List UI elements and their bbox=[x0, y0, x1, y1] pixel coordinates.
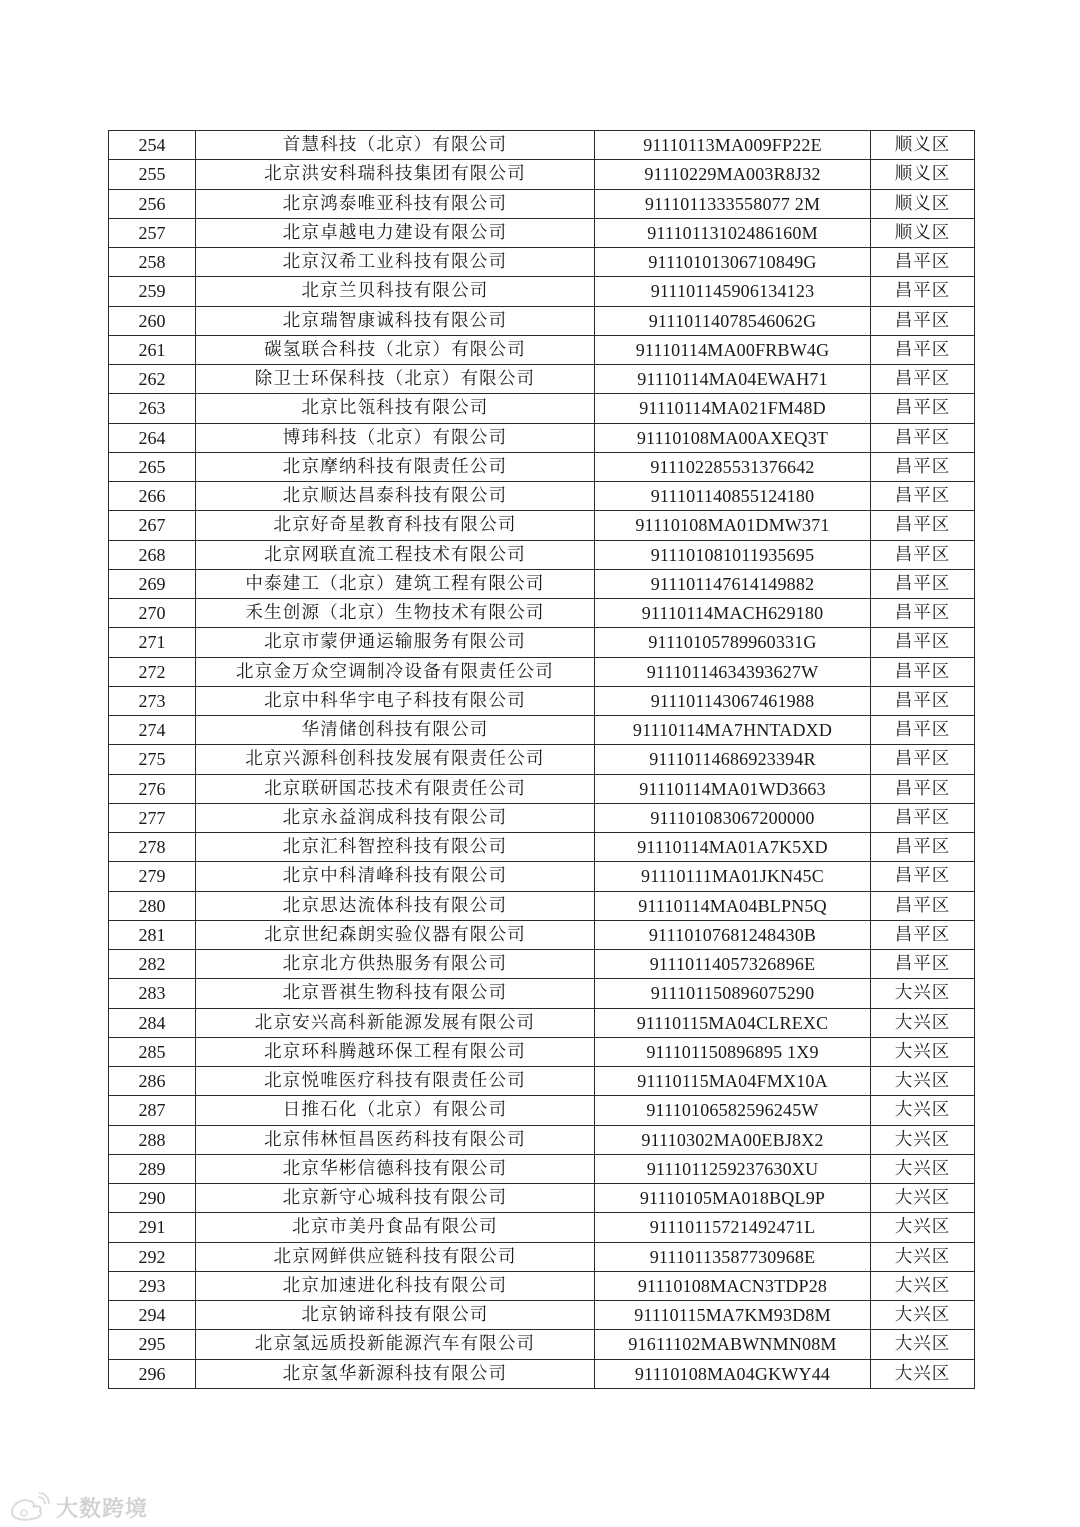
credit-code: 91110302MA00EBJ8X2 bbox=[595, 1125, 871, 1154]
district: 昌平区 bbox=[871, 452, 975, 481]
row-number: 271 bbox=[109, 628, 196, 657]
company-name: 除卫士环保科技（北京）有限公司 bbox=[196, 365, 595, 394]
credit-code: 91110115721492471L bbox=[595, 1213, 871, 1242]
row-number: 260 bbox=[109, 306, 196, 335]
district: 昌平区 bbox=[871, 920, 975, 949]
table-row bbox=[109, 1125, 975, 1154]
company-name: 北京顺达昌泰科技有限公司 bbox=[196, 482, 595, 511]
table-row bbox=[109, 1008, 975, 1037]
company-name: 北京中科清峰科技有限公司 bbox=[196, 862, 595, 891]
district: 昌平区 bbox=[871, 774, 975, 803]
district: 昌平区 bbox=[871, 335, 975, 364]
watermark bbox=[8, 1489, 148, 1525]
table-row bbox=[109, 599, 975, 628]
row-number: 280 bbox=[109, 891, 196, 920]
table-row bbox=[109, 1271, 975, 1300]
district: 大兴区 bbox=[871, 1125, 975, 1154]
district: 昌平区 bbox=[871, 628, 975, 657]
credit-code: 91611102MABWNMN08M bbox=[595, 1330, 871, 1359]
district: 昌平区 bbox=[871, 248, 975, 277]
district: 昌平区 bbox=[871, 686, 975, 715]
company-name: 中泰建工（北京）建筑工程有限公司 bbox=[196, 569, 595, 598]
credit-code: 91110114MA04BLPN5Q bbox=[595, 891, 871, 920]
company-name: 北京加速进化科技有限公司 bbox=[196, 1271, 595, 1300]
credit-code: 911101150896075290 bbox=[595, 979, 871, 1008]
table-row bbox=[109, 891, 975, 920]
district: 昌平区 bbox=[871, 394, 975, 423]
table-row bbox=[109, 1184, 975, 1213]
district: 大兴区 bbox=[871, 1037, 975, 1066]
row-number: 291 bbox=[109, 1213, 196, 1242]
row-number: 270 bbox=[109, 599, 196, 628]
district: 昌平区 bbox=[871, 569, 975, 598]
table-row bbox=[109, 1037, 975, 1066]
district: 顺义区 bbox=[871, 131, 975, 160]
row-number: 256 bbox=[109, 189, 196, 218]
credit-code: 911101143067461988 bbox=[595, 686, 871, 715]
row-number: 285 bbox=[109, 1037, 196, 1066]
district: 大兴区 bbox=[871, 1330, 975, 1359]
district: 昌平区 bbox=[871, 833, 975, 862]
company-name: 北京卓越电力建设有限公司 bbox=[196, 218, 595, 247]
company-name: 北京安兴高科新能源发展有限公司 bbox=[196, 1008, 595, 1037]
credit-code: 91110114686923394R bbox=[595, 745, 871, 774]
district: 大兴区 bbox=[871, 979, 975, 1008]
credit-code: 91110113MA009FP22E bbox=[595, 131, 871, 160]
row-number: 277 bbox=[109, 803, 196, 832]
company-name: 北京洪安科瑞科技集团有限公司 bbox=[196, 160, 595, 189]
table-row bbox=[109, 394, 975, 423]
row-number: 274 bbox=[109, 716, 196, 745]
credit-code: 91110108MA04GKWY44 bbox=[595, 1359, 871, 1388]
table-row bbox=[109, 657, 975, 686]
row-number: 293 bbox=[109, 1271, 196, 1300]
row-number: 286 bbox=[109, 1067, 196, 1096]
credit-code: 911101083067200000 bbox=[595, 803, 871, 832]
district: 昌平区 bbox=[871, 716, 975, 745]
table-row bbox=[109, 745, 975, 774]
credit-code: 911101147614149882 bbox=[595, 569, 871, 598]
row-number: 255 bbox=[109, 160, 196, 189]
company-name: 禾生创源（北京）生物技术有限公司 bbox=[196, 599, 595, 628]
company-name: 北京中科华宇电子科技有限公司 bbox=[196, 686, 595, 715]
company-name: 北京钠谛科技有限公司 bbox=[196, 1301, 595, 1330]
table-row bbox=[109, 1096, 975, 1125]
company-name: 北京金万众空调制冷设备有限责任公司 bbox=[196, 657, 595, 686]
row-number: 278 bbox=[109, 833, 196, 862]
credit-code: 911101145906134123 bbox=[595, 277, 871, 306]
credit-code: 91110111MA01JKN45C bbox=[595, 862, 871, 891]
credit-code: 9111011333558077 2M bbox=[595, 189, 871, 218]
table-row bbox=[109, 569, 975, 598]
watermark-text: 大数跨境 bbox=[56, 1496, 149, 1522]
table-row bbox=[109, 218, 975, 247]
table-row bbox=[109, 452, 975, 481]
credit-code: 91110113102486160M bbox=[595, 218, 871, 247]
credit-code: 91110105789960331G bbox=[595, 628, 871, 657]
row-number: 272 bbox=[109, 657, 196, 686]
company-name: 北京思达流体科技有限公司 bbox=[196, 891, 595, 920]
table-row bbox=[109, 833, 975, 862]
company-name: 北京比瓴科技有限公司 bbox=[196, 394, 595, 423]
district: 大兴区 bbox=[871, 1184, 975, 1213]
district: 昌平区 bbox=[871, 511, 975, 540]
row-number: 268 bbox=[109, 540, 196, 569]
company-name: 北京兴源科创科技发展有限责任公司 bbox=[196, 745, 595, 774]
district: 昌平区 bbox=[871, 950, 975, 979]
district: 昌平区 bbox=[871, 803, 975, 832]
credit-code: 91110115MA7KM93D8M bbox=[595, 1301, 871, 1330]
district: 大兴区 bbox=[871, 1213, 975, 1242]
row-number: 258 bbox=[109, 248, 196, 277]
credit-code: 91110114634393627W bbox=[595, 657, 871, 686]
row-number: 266 bbox=[109, 482, 196, 511]
row-number: 259 bbox=[109, 277, 196, 306]
row-number: 273 bbox=[109, 686, 196, 715]
company-name: 北京新守心城科技有限公司 bbox=[196, 1184, 595, 1213]
credit-code: 91110101306710849G bbox=[595, 248, 871, 277]
company-name: 北京市美丹食品有限公司 bbox=[196, 1213, 595, 1242]
table-row bbox=[109, 160, 975, 189]
district: 昌平区 bbox=[871, 862, 975, 891]
credit-code: 91110114078546062G bbox=[595, 306, 871, 335]
company-name: 北京氢华新源科技有限公司 bbox=[196, 1359, 595, 1388]
weibo-logo-icon bbox=[8, 1492, 52, 1522]
company-name: 北京华彬信德科技有限公司 bbox=[196, 1154, 595, 1183]
credit-code: 91110114MA00FRBW4G bbox=[595, 335, 871, 364]
row-number: 295 bbox=[109, 1330, 196, 1359]
company-name: 北京世纪森朗实验仪器有限公司 bbox=[196, 920, 595, 949]
company-name: 北京伟林恒昌医药科技有限公司 bbox=[196, 1125, 595, 1154]
district: 昌平区 bbox=[871, 891, 975, 920]
credit-code: 91110115MA04FMX10A bbox=[595, 1067, 871, 1096]
row-number: 294 bbox=[109, 1301, 196, 1330]
company-name: 北京网鲜供应链科技有限公司 bbox=[196, 1242, 595, 1271]
row-number: 264 bbox=[109, 423, 196, 452]
credit-code: 91110106582596245W bbox=[595, 1096, 871, 1125]
credit-code: 91110114MA021FM48D bbox=[595, 394, 871, 423]
credit-code: 91110105MA018BQL9P bbox=[595, 1184, 871, 1213]
company-name: 华清储创科技有限公司 bbox=[196, 716, 595, 745]
district: 大兴区 bbox=[871, 1242, 975, 1271]
company-name: 北京网联直流工程技术有限公司 bbox=[196, 540, 595, 569]
district: 大兴区 bbox=[871, 1096, 975, 1125]
row-number: 269 bbox=[109, 569, 196, 598]
company-list-table bbox=[108, 130, 975, 1389]
district: 昌平区 bbox=[871, 423, 975, 452]
row-number: 287 bbox=[109, 1096, 196, 1125]
company-name: 北京晋祺生物科技有限公司 bbox=[196, 979, 595, 1008]
row-number: 267 bbox=[109, 511, 196, 540]
credit-code: 911101150896895 1X9 bbox=[595, 1037, 871, 1066]
table-row bbox=[109, 686, 975, 715]
row-number: 296 bbox=[109, 1359, 196, 1388]
table-row bbox=[109, 1301, 975, 1330]
company-name: 北京联研国芯技术有限责任公司 bbox=[196, 774, 595, 803]
table-row bbox=[109, 482, 975, 511]
company-name: 北京环科腾越环保工程有限公司 bbox=[196, 1037, 595, 1066]
company-name: 北京悦唯医疗科技有限责任公司 bbox=[196, 1067, 595, 1096]
company-name: 北京瑞智康诚科技有限公司 bbox=[196, 306, 595, 335]
credit-code: 91110114MA7HNTADXD bbox=[595, 716, 871, 745]
table-row bbox=[109, 920, 975, 949]
row-number: 275 bbox=[109, 745, 196, 774]
table-row bbox=[109, 335, 975, 364]
company-name: 北京市蒙伊通运输服务有限公司 bbox=[196, 628, 595, 657]
row-number: 284 bbox=[109, 1008, 196, 1037]
table-row bbox=[109, 131, 975, 160]
company-name: 北京氢远质投新能源汽车有限公司 bbox=[196, 1330, 595, 1359]
company-name: 博玮科技（北京）有限公司 bbox=[196, 423, 595, 452]
company-name: 首慧科技（北京）有限公司 bbox=[196, 131, 595, 160]
credit-code: 91110114MA01WD3663 bbox=[595, 774, 871, 803]
table-row bbox=[109, 950, 975, 979]
row-number: 276 bbox=[109, 774, 196, 803]
table-row bbox=[109, 248, 975, 277]
district: 昌平区 bbox=[871, 482, 975, 511]
company-name: 北京汇科智控科技有限公司 bbox=[196, 833, 595, 862]
company-name: 北京汉希工业科技有限公司 bbox=[196, 248, 595, 277]
district: 大兴区 bbox=[871, 1154, 975, 1183]
row-number: 263 bbox=[109, 394, 196, 423]
credit-code: 91110114MA04EWAH71 bbox=[595, 365, 871, 394]
company-name: 北京鸿泰唯亚科技有限公司 bbox=[196, 189, 595, 218]
row-number: 283 bbox=[109, 979, 196, 1008]
row-number: 281 bbox=[109, 920, 196, 949]
credit-code: 91110108MA00AXEQ3T bbox=[595, 423, 871, 452]
credit-code: 9111011259237630XU bbox=[595, 1154, 871, 1183]
company-name: 北京兰贝科技有限公司 bbox=[196, 277, 595, 306]
company-name: 北京永益润成科技有限公司 bbox=[196, 803, 595, 832]
district: 顺义区 bbox=[871, 218, 975, 247]
credit-code: 91110114MACH629180 bbox=[595, 599, 871, 628]
table-row bbox=[109, 1359, 975, 1388]
credit-code: 911102285531376642 bbox=[595, 452, 871, 481]
district: 大兴区 bbox=[871, 1359, 975, 1388]
table-row bbox=[109, 189, 975, 218]
credit-code: 911101140855124180 bbox=[595, 482, 871, 511]
credit-code: 91110113587730968E bbox=[595, 1242, 871, 1271]
company-name: 北京北方供热服务有限公司 bbox=[196, 950, 595, 979]
table-row bbox=[109, 979, 975, 1008]
row-number: 262 bbox=[109, 365, 196, 394]
row-number: 290 bbox=[109, 1184, 196, 1213]
district: 昌平区 bbox=[871, 599, 975, 628]
row-number: 261 bbox=[109, 335, 196, 364]
table-row bbox=[109, 1213, 975, 1242]
credit-code: 911101081011935695 bbox=[595, 540, 871, 569]
table-row bbox=[109, 277, 975, 306]
company-name: 碳氢联合科技（北京）有限公司 bbox=[196, 335, 595, 364]
credit-code: 91110229MA003R8J32 bbox=[595, 160, 871, 189]
credit-code: 91110108MACN3TDP28 bbox=[595, 1271, 871, 1300]
table-row bbox=[109, 1154, 975, 1183]
company-name: 北京摩纳科技有限责任公司 bbox=[196, 452, 595, 481]
row-number: 254 bbox=[109, 131, 196, 160]
district: 昌平区 bbox=[871, 365, 975, 394]
district: 大兴区 bbox=[871, 1067, 975, 1096]
company-name: 北京好奇星教育科技有限公司 bbox=[196, 511, 595, 540]
credit-code: 91110107681248430B bbox=[595, 920, 871, 949]
table-row bbox=[109, 423, 975, 452]
district: 大兴区 bbox=[871, 1271, 975, 1300]
credit-code: 91110114MA01A7K5XD bbox=[595, 833, 871, 862]
table-row bbox=[109, 1242, 975, 1271]
row-number: 289 bbox=[109, 1154, 196, 1183]
table-row bbox=[109, 803, 975, 832]
row-number: 265 bbox=[109, 452, 196, 481]
company-name: 日推石化（北京）有限公司 bbox=[196, 1096, 595, 1125]
table-row bbox=[109, 1330, 975, 1359]
district: 昌平区 bbox=[871, 745, 975, 774]
table-row bbox=[109, 774, 975, 803]
row-number: 292 bbox=[109, 1242, 196, 1271]
row-number: 279 bbox=[109, 862, 196, 891]
district: 昌平区 bbox=[871, 540, 975, 569]
table-row bbox=[109, 1067, 975, 1096]
credit-code: 91110114057326896E bbox=[595, 950, 871, 979]
table-row bbox=[109, 716, 975, 745]
company-list-body bbox=[109, 131, 975, 1389]
table-row bbox=[109, 628, 975, 657]
district: 顺义区 bbox=[871, 189, 975, 218]
row-number: 288 bbox=[109, 1125, 196, 1154]
district: 大兴区 bbox=[871, 1301, 975, 1330]
district: 昌平区 bbox=[871, 306, 975, 335]
credit-code: 91110108MA01DMW371 bbox=[595, 511, 871, 540]
table-row bbox=[109, 306, 975, 335]
district: 昌平区 bbox=[871, 657, 975, 686]
table-row bbox=[109, 862, 975, 891]
district: 昌平区 bbox=[871, 277, 975, 306]
credit-code: 91110115MA04CLREXC bbox=[595, 1008, 871, 1037]
row-number: 257 bbox=[109, 218, 196, 247]
table-row bbox=[109, 511, 975, 540]
district: 大兴区 bbox=[871, 1008, 975, 1037]
table-row bbox=[109, 365, 975, 394]
table-row bbox=[109, 540, 975, 569]
district: 顺义区 bbox=[871, 160, 975, 189]
row-number: 282 bbox=[109, 950, 196, 979]
